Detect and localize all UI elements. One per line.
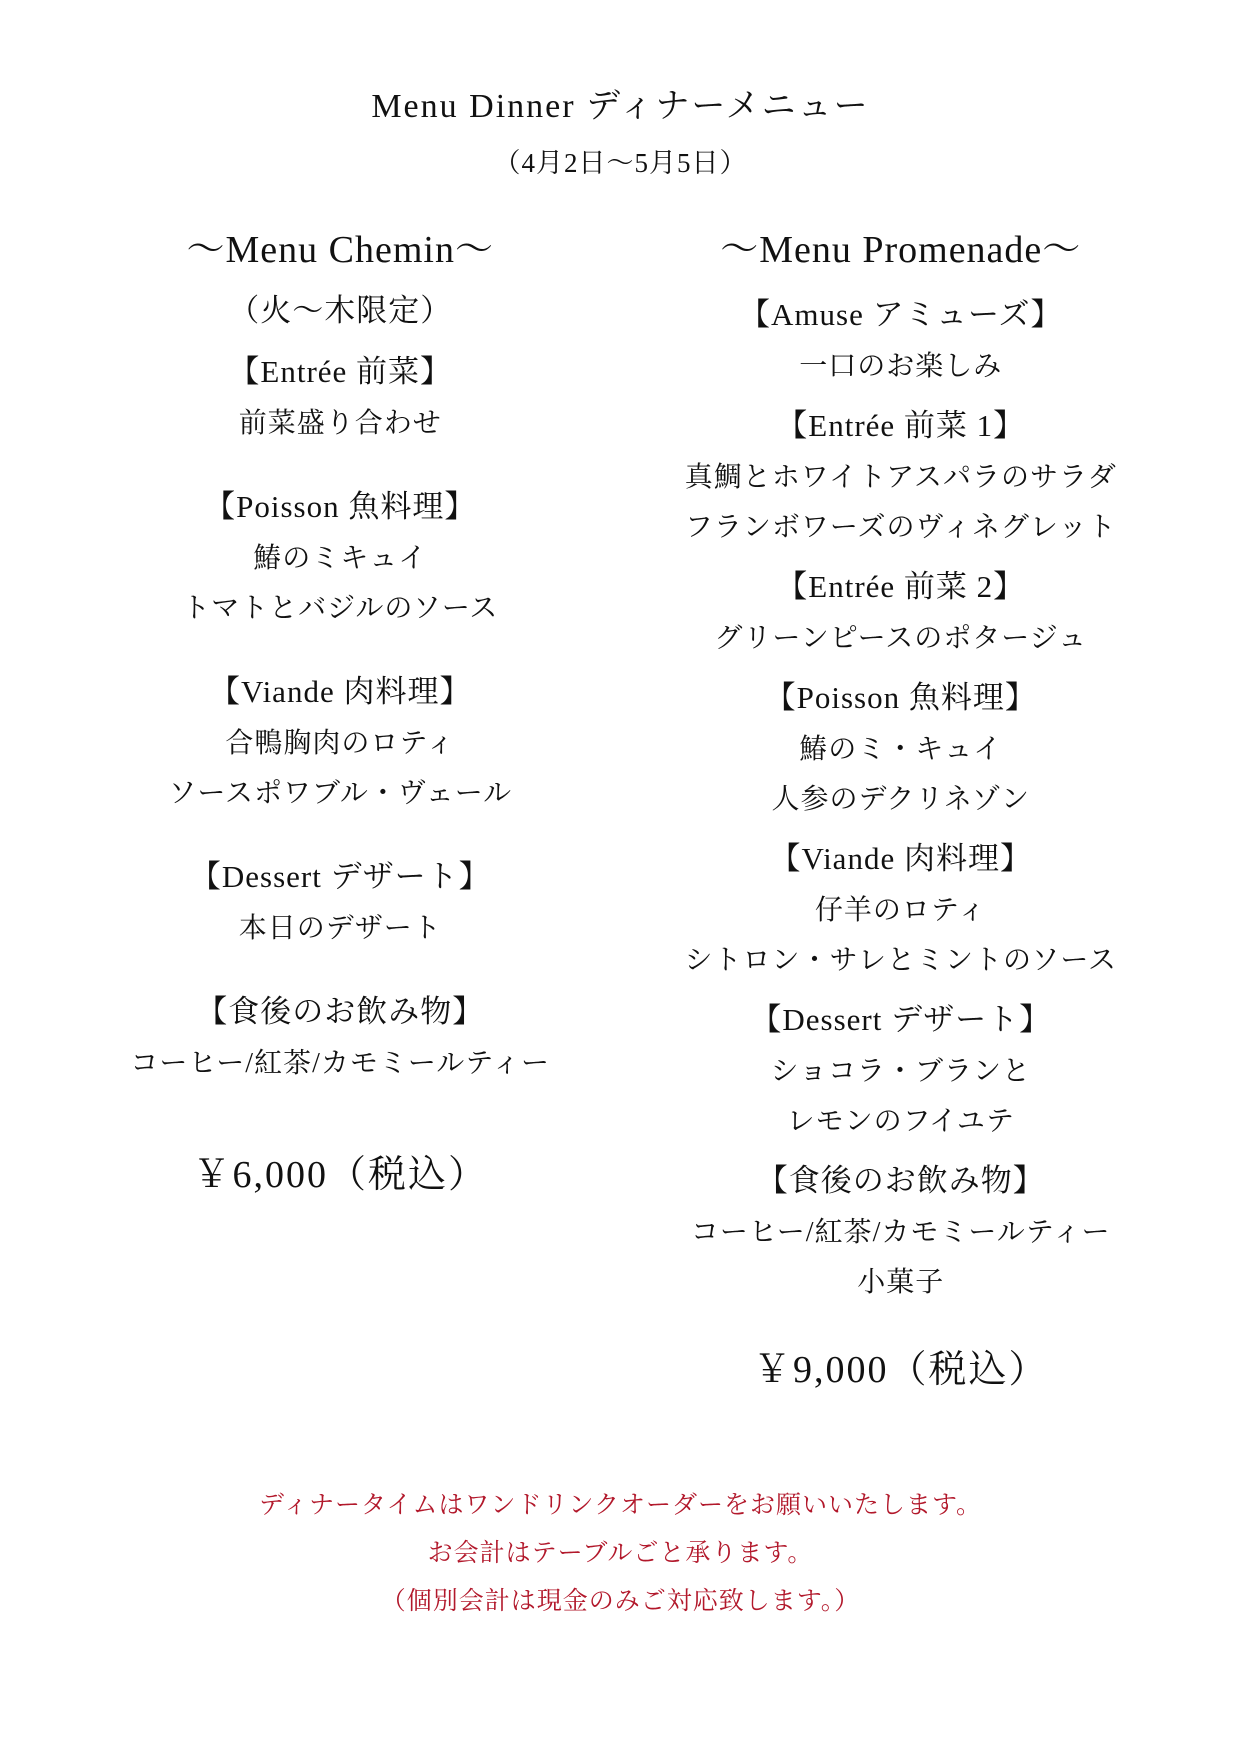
- menu-section: [631, 289, 1172, 384]
- section-heading: 【Entrée 前菜 2】: [776, 569, 1026, 604]
- section-heading: 【食後のお飲み物】: [756, 1163, 1045, 1198]
- section-line: 小菓子: [857, 1267, 945, 1298]
- menu-section: [70, 986, 611, 1081]
- menu-columns: [70, 218, 1171, 1393]
- section-heading: 【Viande 肉料理】: [769, 841, 1032, 876]
- section-heading: 【食後のお飲み物】: [196, 994, 485, 1029]
- menu-section: [631, 561, 1172, 656]
- menu-column-chemin: [70, 218, 621, 1198]
- menu-period: （4月2日〜5月5日）: [493, 148, 748, 178]
- menu-section: [631, 672, 1172, 817]
- section-heading: 【Dessert デザート】: [189, 859, 491, 894]
- course-note-chemin: （火〜木限定）: [228, 293, 453, 328]
- footer-notes: [0, 1485, 1241, 1617]
- course-title-promenade: 〜Menu Promenade〜: [720, 229, 1082, 271]
- page-title: Menu Dinner ディナーメニュー: [371, 88, 870, 125]
- section-line: 前菜盛り合わせ: [238, 408, 442, 439]
- section-line: 一口のお楽しみ: [799, 351, 1003, 382]
- section-heading: 【Poisson 魚料理】: [204, 489, 477, 524]
- section-line: コーヒー/紅茶/カモミールティー: [690, 1217, 1111, 1248]
- menu-section: [70, 666, 611, 811]
- section-line: フランボワーズのヴィネグレット: [684, 512, 1117, 543]
- section-line: 仔羊のロティ: [814, 895, 987, 926]
- section-line: トマトとバジルのソース: [182, 593, 499, 624]
- section-line: ショコラ・ブランと: [770, 1056, 1031, 1087]
- menu-section: [70, 851, 611, 946]
- footer-line: （個別会計は現金のみご対応致します。）: [380, 1588, 861, 1615]
- section-line: コーヒー/紅茶/カモミールティー: [130, 1048, 551, 1079]
- menu-column-promenade: [621, 218, 1172, 1393]
- section-line: 本日のデザート: [238, 913, 442, 944]
- section-line: 鰆のミ・キュイ: [799, 734, 1003, 765]
- section-line: シトロン・サレとミントのソース: [684, 945, 1117, 976]
- menu-section: [631, 1155, 1172, 1300]
- section-line: ソースポワブル・ヴェール: [168, 778, 513, 809]
- price-chemin: ￥6,000（税込）: [192, 1154, 488, 1196]
- menu-section: [631, 994, 1172, 1139]
- menu-section: [631, 400, 1172, 545]
- section-line: レモンのフイユテ: [786, 1106, 1015, 1137]
- section-heading: 【Viande 肉料理】: [209, 674, 472, 709]
- menu-section: [70, 346, 611, 441]
- section-line: グリーンピースのポタージュ: [714, 623, 1088, 654]
- price-promenade: ￥9,000（税込）: [752, 1349, 1049, 1391]
- footer-line: ディナータイムはワンドリンクオーダーをお願いいたします。: [258, 1492, 982, 1519]
- section-heading: 【Dessert デザート】: [750, 1002, 1052, 1037]
- section-line: 合鴨胸肉のロティ: [225, 728, 456, 759]
- section-heading: 【Entrée 前菜】: [228, 354, 453, 389]
- course-title-chemin: 〜Menu Chemin〜: [186, 229, 494, 271]
- section-line: 人参のデクリネゾン: [771, 784, 1030, 815]
- section-line: 鰆のミキュイ: [253, 543, 428, 574]
- section-heading: 【Entrée 前菜 1】: [776, 408, 1026, 443]
- menu-section: [70, 481, 611, 626]
- section-heading: 【Amuse アミューズ】: [739, 297, 1063, 332]
- menu-section: [631, 833, 1172, 978]
- section-heading: 【Poisson 魚料理】: [764, 680, 1037, 715]
- section-line: 真鯛とホワイトアスパラのサラダ: [684, 462, 1117, 493]
- footer-line: お会計はテーブルごと承ります。: [427, 1540, 814, 1567]
